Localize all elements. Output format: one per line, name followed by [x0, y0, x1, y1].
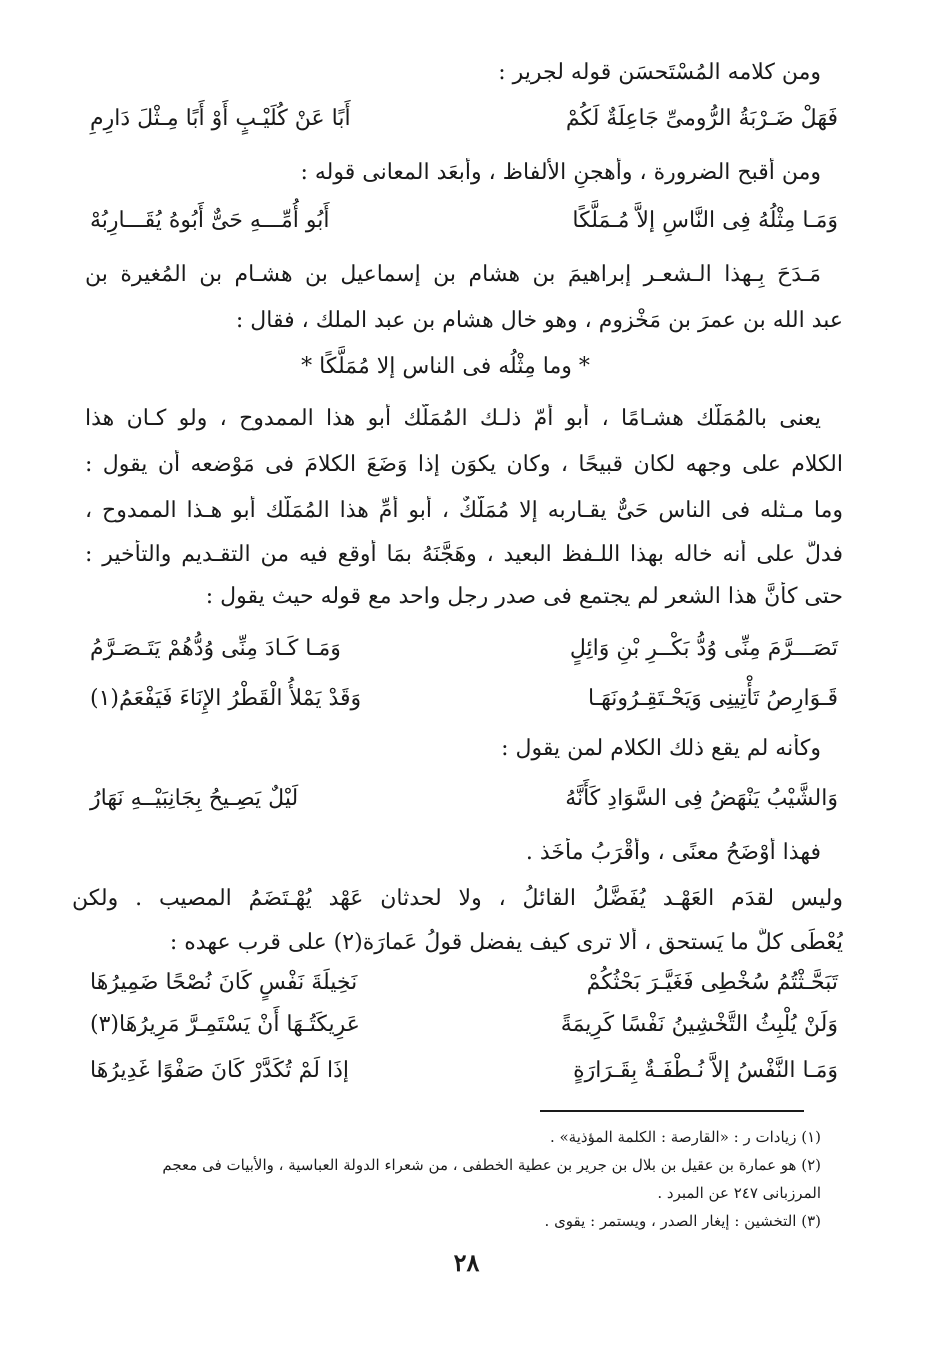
prose-line: يعنى بالمُمَلَّك هشـامًا ، أبو أمّ ذلـك المُمَلَّك أبو هذا الممدوح ، ولو كـان هذا	[85, 406, 821, 431]
verse-line	[90, 1010, 838, 1042]
verse-second-hemistich: عَرِيكَتُـهَا أَنْ يَسْتَمِـرَّ مَرِيرُهَا(٣)	[90, 1012, 360, 1037]
footnote-continuation: المرزبانى ٢٤٧ عن المبرد .	[657, 1184, 821, 1202]
prose-line: يُعْطَى كلٌّ ما يَستحق ، ألا ترى كيف يفضل قولُ عَمارَة(٢) على قرب عهده :	[169, 930, 843, 955]
verse-first-hemistich: وَمَـا مِثْلُهُ فِى النَّاسِ إلاَّ مُـمَلَّكًا	[572, 208, 838, 233]
verse-first-hemistich: وَلَنْ يُلْبِثُ التَّخْشِينُ نَفْسًا كَرِيمَةً	[560, 1012, 838, 1037]
verse-line	[90, 784, 838, 816]
verse-first-hemistich: تَبَحَّـثْتُمُ سُخْطِى فَغَيَّـرَ بَحْثُكُمْ	[586, 970, 838, 995]
verse-second-hemistich: وَمَـا كَـادَ مِنِّى وُدُّهُمْ يَتَـصَـرَّمُ	[90, 636, 341, 661]
prose-line: الكلام على وجهه لكان قبيحًا ، وكان يكوَن إذا وَضَعَ الكلامَ فى مَوْضعه أن يقول :	[85, 452, 843, 477]
verse-second-hemistich: نَخِيلَةَ نَفْسٍ كَانَ نُصْحًا ضَمِيرُهَا	[90, 970, 358, 995]
verse-second-hemistich: إذَا لَمْ تُكَدَّرْ كَانَ صَفْوًا غَدِيرُهَا	[90, 1058, 350, 1083]
prose-line: وليس لقدَم العَهْـد يُفَضَّلُ القائلُ ، ولا لحدثان عَهْد يُهْـتَضَمُ المصيب . ولكن	[72, 886, 843, 911]
verse-first-hemistich: فَهَلْ ضَـرْبَةُ الرُّومىِّ جَاعِلَةٌ لَكُمْ	[565, 106, 838, 131]
footnote: (١) زيادات ر : «القارصة : الكلمة المؤذية» .	[549, 1128, 821, 1146]
footnote-separator	[540, 1110, 804, 1112]
page-number: ٢٨	[453, 1248, 480, 1277]
prose-line: مَـدَحَ بِـهذا الـشعـر إبراهيمَ بن هشام بن إسماعيل بن هشـام بن المُغيرة بن	[85, 262, 821, 287]
verse-line	[90, 206, 838, 238]
verse-second-hemistich: لَيْلٌ يَصِـيحُ بِجَانِبَيْــهِ نَهَارُ	[90, 786, 299, 811]
footnote: (٣) التخشين : إيغار الصدر ، ويستمر : يقوى .	[544, 1212, 821, 1230]
footnote: (٢) هو عمارة بن عقيل بن بلال بن جرير بن عطية الخطفى ، من شعراء الدولة العباسية ، والأبيات فى معجم	[162, 1156, 821, 1174]
prose-line: ومن كلامه المُسْتَحسَن قوله لجرير :	[498, 60, 821, 85]
prose-line: فدلَّ على أنه خاله بهذا اللـفظ البعيد ، وهَجَّنَهُ بمَا أوقع فيه من التقـديم والتأخير :	[85, 542, 843, 567]
verse-line	[90, 104, 838, 136]
verse-line	[90, 968, 838, 1000]
verse-second-hemistich: أَبُو أُمِّـــهِ حَىٌّ أَبُوهُ يُقَـــارِبُهْ	[90, 208, 330, 233]
verse-line	[90, 684, 838, 716]
prose-line: عبد الله بن عمرَ بن مَخْزوم ، وهو خال هشام بن عبد الملك ، فقال :	[235, 308, 843, 333]
verse-second-hemistich: أَبًا عَنْ كُلَيْـبٍ أَوْ أَبًا مِـثْلَ دَارِمِ	[90, 106, 351, 131]
prose-line: وما مـثله فى الناس حَىٌّ يقـاربه إلا مُمَلَّكٌ ، أبو أمِّ هذا المُمَلَّك أبو هـذا الممدوح ،	[85, 498, 843, 523]
prose-line: وكأنه لم يقع ذلك الكلام لمن يقول :	[501, 736, 821, 761]
prose-line: فهذا أوْضَحُ معنًى ، وأَقْرَبُ مأْخَذ .	[525, 840, 821, 865]
quoted-hemistich: * وما مِثْلُه فى الناس إلا مُمَلَّكًا *	[301, 354, 590, 379]
prose-line: ومن أقبح الضرورة ، وأهجنِ الألفاظ ، وأبعَد المعانى قوله :	[300, 160, 821, 185]
verse-first-hemistich: وَمَـا النَّفْسُ إلاَّ نُـطْفَـةٌ بِقَـرَارَةٍ	[573, 1058, 838, 1083]
verse-line	[90, 1056, 838, 1088]
verse-first-hemistich: قَـوَارِصُ تَأْتِينِى وَيَحْـتَقِـرُونَهَـا	[588, 686, 838, 711]
prose-line: حتى كأنَّ هذا الشعر لم يجتمع فى صدر رجل واحد مع قوله حيث يقول :	[205, 584, 843, 609]
verse-first-hemistich: وَالشَّيْبُ يَنْهَضُ فِى السَّوَادِ كَأَنَّهُ	[565, 786, 838, 811]
verse-first-hemistich: تَصَـــرَّمَ مِنِّى وُدُّ بَكْــرِ بْنِ وَائِلٍ	[569, 636, 838, 661]
verse-line	[90, 634, 838, 666]
verse-second-hemistich: وَقَدْ يَمْلأُ الْقَطْرُ الإِنَاءَ فَيَفْعَمُ(١)	[90, 686, 362, 711]
